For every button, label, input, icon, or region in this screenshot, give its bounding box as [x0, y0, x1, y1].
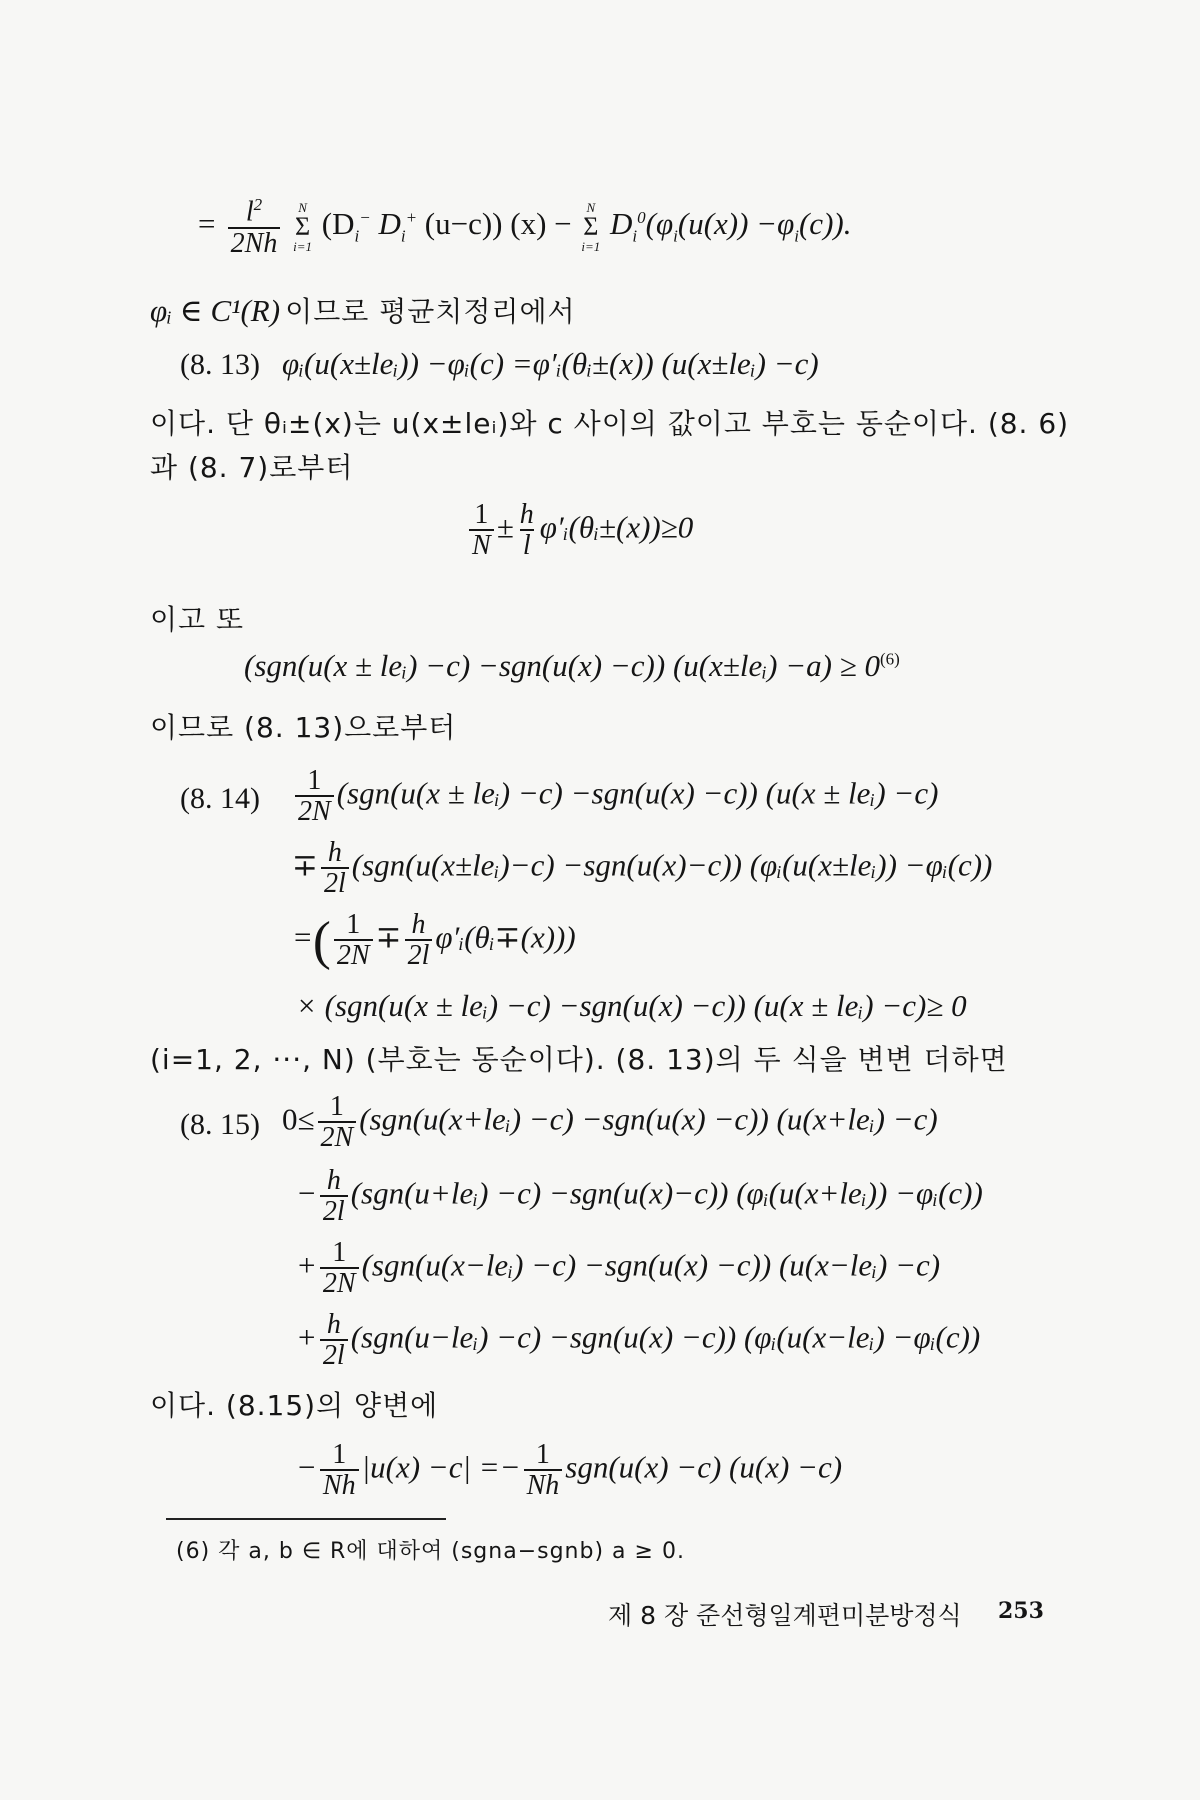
- mvt-line: φᵢ ∈ C¹(R) 이므로 평균치정리에서: [150, 293, 576, 328]
- sgn-inequality: (sgn(u(x ± leᵢ) −c) −sgn(u(x) −c)) (u(x±leᵢ) $-a) \ge 0^{(6)}$: [244, 648, 900, 683]
- equation-8-15-line-1: 0≤ $\frac{1}{2N}$ (sgn(u(x+leᵢ) −c) −sgn(u(x) −c)) (u(x+leᵢ) −c): [282, 1091, 938, 1154]
- eq-label-8-15: (8. 15): [180, 1108, 260, 1141]
- equation-final: − $\frac{1}{Nh}$ |u(x) −c| =− $\frac{1}{Nh}$ sgn(u(x) −c) (u(x) −c): [296, 1439, 843, 1502]
- equation-8-13: φᵢ(u(x±leᵢ)) −φᵢ(c) =φ′ᵢ(θᵢ±(x)) (u(x±leᵢ) −c): [282, 346, 819, 381]
- eq-label-8-13: (8. 13): [180, 348, 260, 381]
- page-number: 253: [998, 1598, 1044, 1624]
- paragraph-line-2: 과 (8. 7)로부터: [150, 451, 354, 484]
- inequality-positive: $\frac{1}{N}$ ± $\frac{h}{l}$ φ′ᵢ(θᵢ±(x))≥0: [466, 500, 693, 561]
- equation-8-15-line-4: + $\frac{h}{2l}$ (sgn(u−leᵢ) −c) −sgn(u(x) −c)) (φᵢ(u(x−leᵢ) −φᵢ(c)): [296, 1309, 981, 1372]
- sum-symbol-2: N Σ i=1: [581, 200, 601, 255]
- sum-symbol: N Σ i=1: [293, 200, 312, 255]
- footnote-rule: [166, 1518, 446, 1520]
- equation-8-14-line-3: =( $\frac{1}{2N}$ ∓ $\frac{h}{2l}$ φ′ᵢ(θᵢ∓(x))): [292, 909, 576, 972]
- paragraph-line-3: 이고 또: [150, 603, 245, 636]
- paragraph-line-4: 이므로 (8. 13)으로부터: [150, 711, 457, 744]
- equation-8-14-line-1: $\frac{1}{2N}$ (sgn(u(x ± leᵢ) −c) −sgn(u(x) −c)) (u(x ± leᵢ) −c): [292, 766, 938, 827]
- running-footer: 제 8 장 준선형일계편미분방정식: [608, 1601, 962, 1630]
- paragraph-line-6: 이다. (8.15)의 양변에: [150, 1389, 439, 1422]
- footnote: (6) 각 a, b ∈ R에 대하여 (sgna−sgnb) a ≥ 0.: [176, 1539, 685, 1564]
- equation-8-14-line-2: ∓ $\frac{h}{2l}$ (sgn(u(x±leᵢ)−c) −sgn(u(x)−c)) (φᵢ(u(x±leᵢ)) −φᵢ(c)): [292, 837, 993, 900]
- paragraph-line-1: 이다. 단 θᵢ±(x)는 u(x±leᵢ)와 c 사이의 값이고 부호는 동순이다. (8. 6): [150, 407, 1070, 440]
- fraction-l2-over-2Nh: $\frac{l^2}{2Nh}$: [228, 196, 281, 258]
- eq-label-8-14: (8. 14): [180, 782, 260, 815]
- equation-8-15-line-2: − $\frac{h}{2l}$ (sgn(u+leᵢ) −c) −sgn(u(x)−c)) (φᵢ(u(x+leᵢ)) −φᵢ(c)): [296, 1165, 983, 1228]
- paragraph-line-5: (i=1, 2, ···, N) (부호는 동순이다). (8. 13)의 두 식을 변변 더하면: [150, 1043, 1008, 1076]
- equation-8-14-line-4: × (sgn(u(x ± leᵢ) −c) −sgn(u(x) −c)) (u(x ± leᵢ) −c)≥ 0: [296, 988, 967, 1023]
- equation-8-15-line-3: + $\frac{1}{2N}$ (sgn(u(x−leᵢ) −c) −sgn(u(x) −c)) (u(x−leᵢ) −c): [296, 1237, 941, 1300]
- equation-sum: = $\frac{l^2}{2Nh}$ N Σ i=1 ($D_i^-$ $D_i^+$ (u−c)) (x) − N Σ i=1 $D_i^0(\varphi_i(u(x)) -\varphi_i(c))$.: [196, 195, 852, 259]
